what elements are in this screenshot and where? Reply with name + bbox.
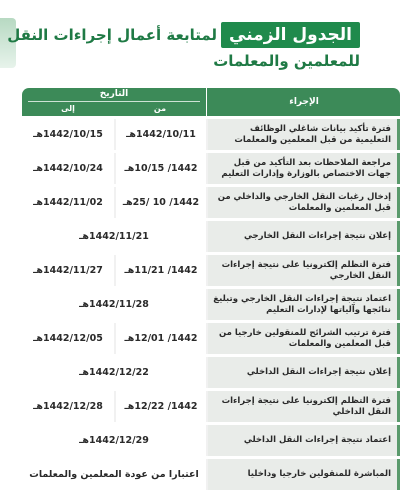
schedule-table bbox=[22, 88, 400, 490]
header-procedure: الإجراء bbox=[289, 97, 319, 107]
to-cell: 1442/12/28هـ bbox=[22, 391, 114, 422]
date-cell: 1442/12/22هـ bbox=[22, 357, 206, 388]
procedure-cell: فترة التظلم إلكترونيا على نتيجة إجراءات النقل الداخلي bbox=[208, 391, 400, 422]
from-cell: 1442/ 12/22هـ bbox=[116, 391, 206, 422]
from-cell: 1442/ 10/15هـ bbox=[116, 153, 206, 184]
table-row bbox=[22, 187, 400, 218]
table-row bbox=[22, 459, 400, 490]
procedure-cell: فترة تأكيد بيانات شاغلي الوظائف التعليمية من قبل المعلمين والمعلمات bbox=[208, 119, 400, 150]
header-date-group bbox=[22, 88, 207, 116]
table-row bbox=[22, 119, 400, 150]
from-cell: 1442/ 10 /25هـ bbox=[116, 187, 206, 218]
to-cell: 1442/11/27هـ bbox=[22, 255, 114, 286]
table-row bbox=[22, 289, 400, 320]
table-row bbox=[22, 323, 400, 354]
table-row bbox=[22, 391, 400, 422]
procedure-cell: المباشرة للمنقولين خارجيا وداخليا bbox=[208, 459, 400, 490]
title-highlight: الجدول الزمني bbox=[221, 22, 360, 48]
procedure-cell: إعلان نتيجة إجراءات النقل الداخلي bbox=[208, 357, 400, 388]
header-to: إلى bbox=[61, 104, 75, 113]
to-cell: 1442/10/15هـ bbox=[22, 119, 114, 150]
table-row bbox=[22, 255, 400, 286]
table-header bbox=[22, 88, 400, 116]
from-cell: 1442/10/11هـ bbox=[116, 119, 206, 150]
procedure-cell: اعتماد نتيجة إجراءات النقل الداخلي bbox=[208, 425, 400, 456]
title-line-2: للمعلمين والمعلمات bbox=[213, 52, 360, 70]
date-cell: 1442/11/21هـ bbox=[22, 221, 206, 252]
date-cell: 1442/11/28هـ bbox=[22, 289, 206, 320]
header-from: من bbox=[153, 104, 167, 113]
from-cell: 1442/ 11/21هـ bbox=[116, 255, 206, 286]
date-cell: اعتبارا من عودة المعلمين والمعلمات bbox=[22, 459, 206, 490]
to-cell: 1442/12/05هـ bbox=[22, 323, 114, 354]
title-line-1 bbox=[7, 22, 360, 48]
header-date: التاريخ bbox=[99, 89, 129, 99]
procedure-cell: مراجعة الملاحظات بعد التأكيد من قبل جهات الاختصاص بالوزارة وإدارات التعليم bbox=[208, 153, 400, 184]
table-row bbox=[22, 425, 400, 456]
page-header bbox=[0, 0, 418, 86]
procedure-cell: فترة التظلم إلكترونيا على نتيجة إجراءات النقل الخارجي bbox=[208, 255, 400, 286]
procedure-cell: اعتماد نتيجة إجراءات النقل الخارجي وتبليغ نتائجها وآلياتها لإدارات التعليم bbox=[208, 289, 400, 320]
title-rest: لمتابعة أعمال إجراءات النقل bbox=[7, 26, 218, 44]
from-cell: 1442/ 12/01هـ bbox=[116, 323, 206, 354]
table-row bbox=[22, 357, 400, 388]
procedure-cell: إدخال رغبات النقل الخارجي والداخلي من قبل المعلمين والمعلمات bbox=[208, 187, 400, 218]
to-cell: 1442/10/24هـ bbox=[22, 153, 114, 184]
procedure-cell: إعلان نتيجة إجراءات النقل الخارجي bbox=[208, 221, 400, 252]
procedure-cell: فترة ترتيب الشرائح للمنقولين خارجيا من قبل المعلمين والمعلمات bbox=[208, 323, 400, 354]
table-row bbox=[22, 221, 400, 252]
table-row bbox=[22, 153, 400, 184]
date-cell: 1442/12/29هـ bbox=[22, 425, 206, 456]
header-divider bbox=[28, 101, 200, 102]
to-cell: 1442/11/02هـ bbox=[22, 187, 114, 218]
